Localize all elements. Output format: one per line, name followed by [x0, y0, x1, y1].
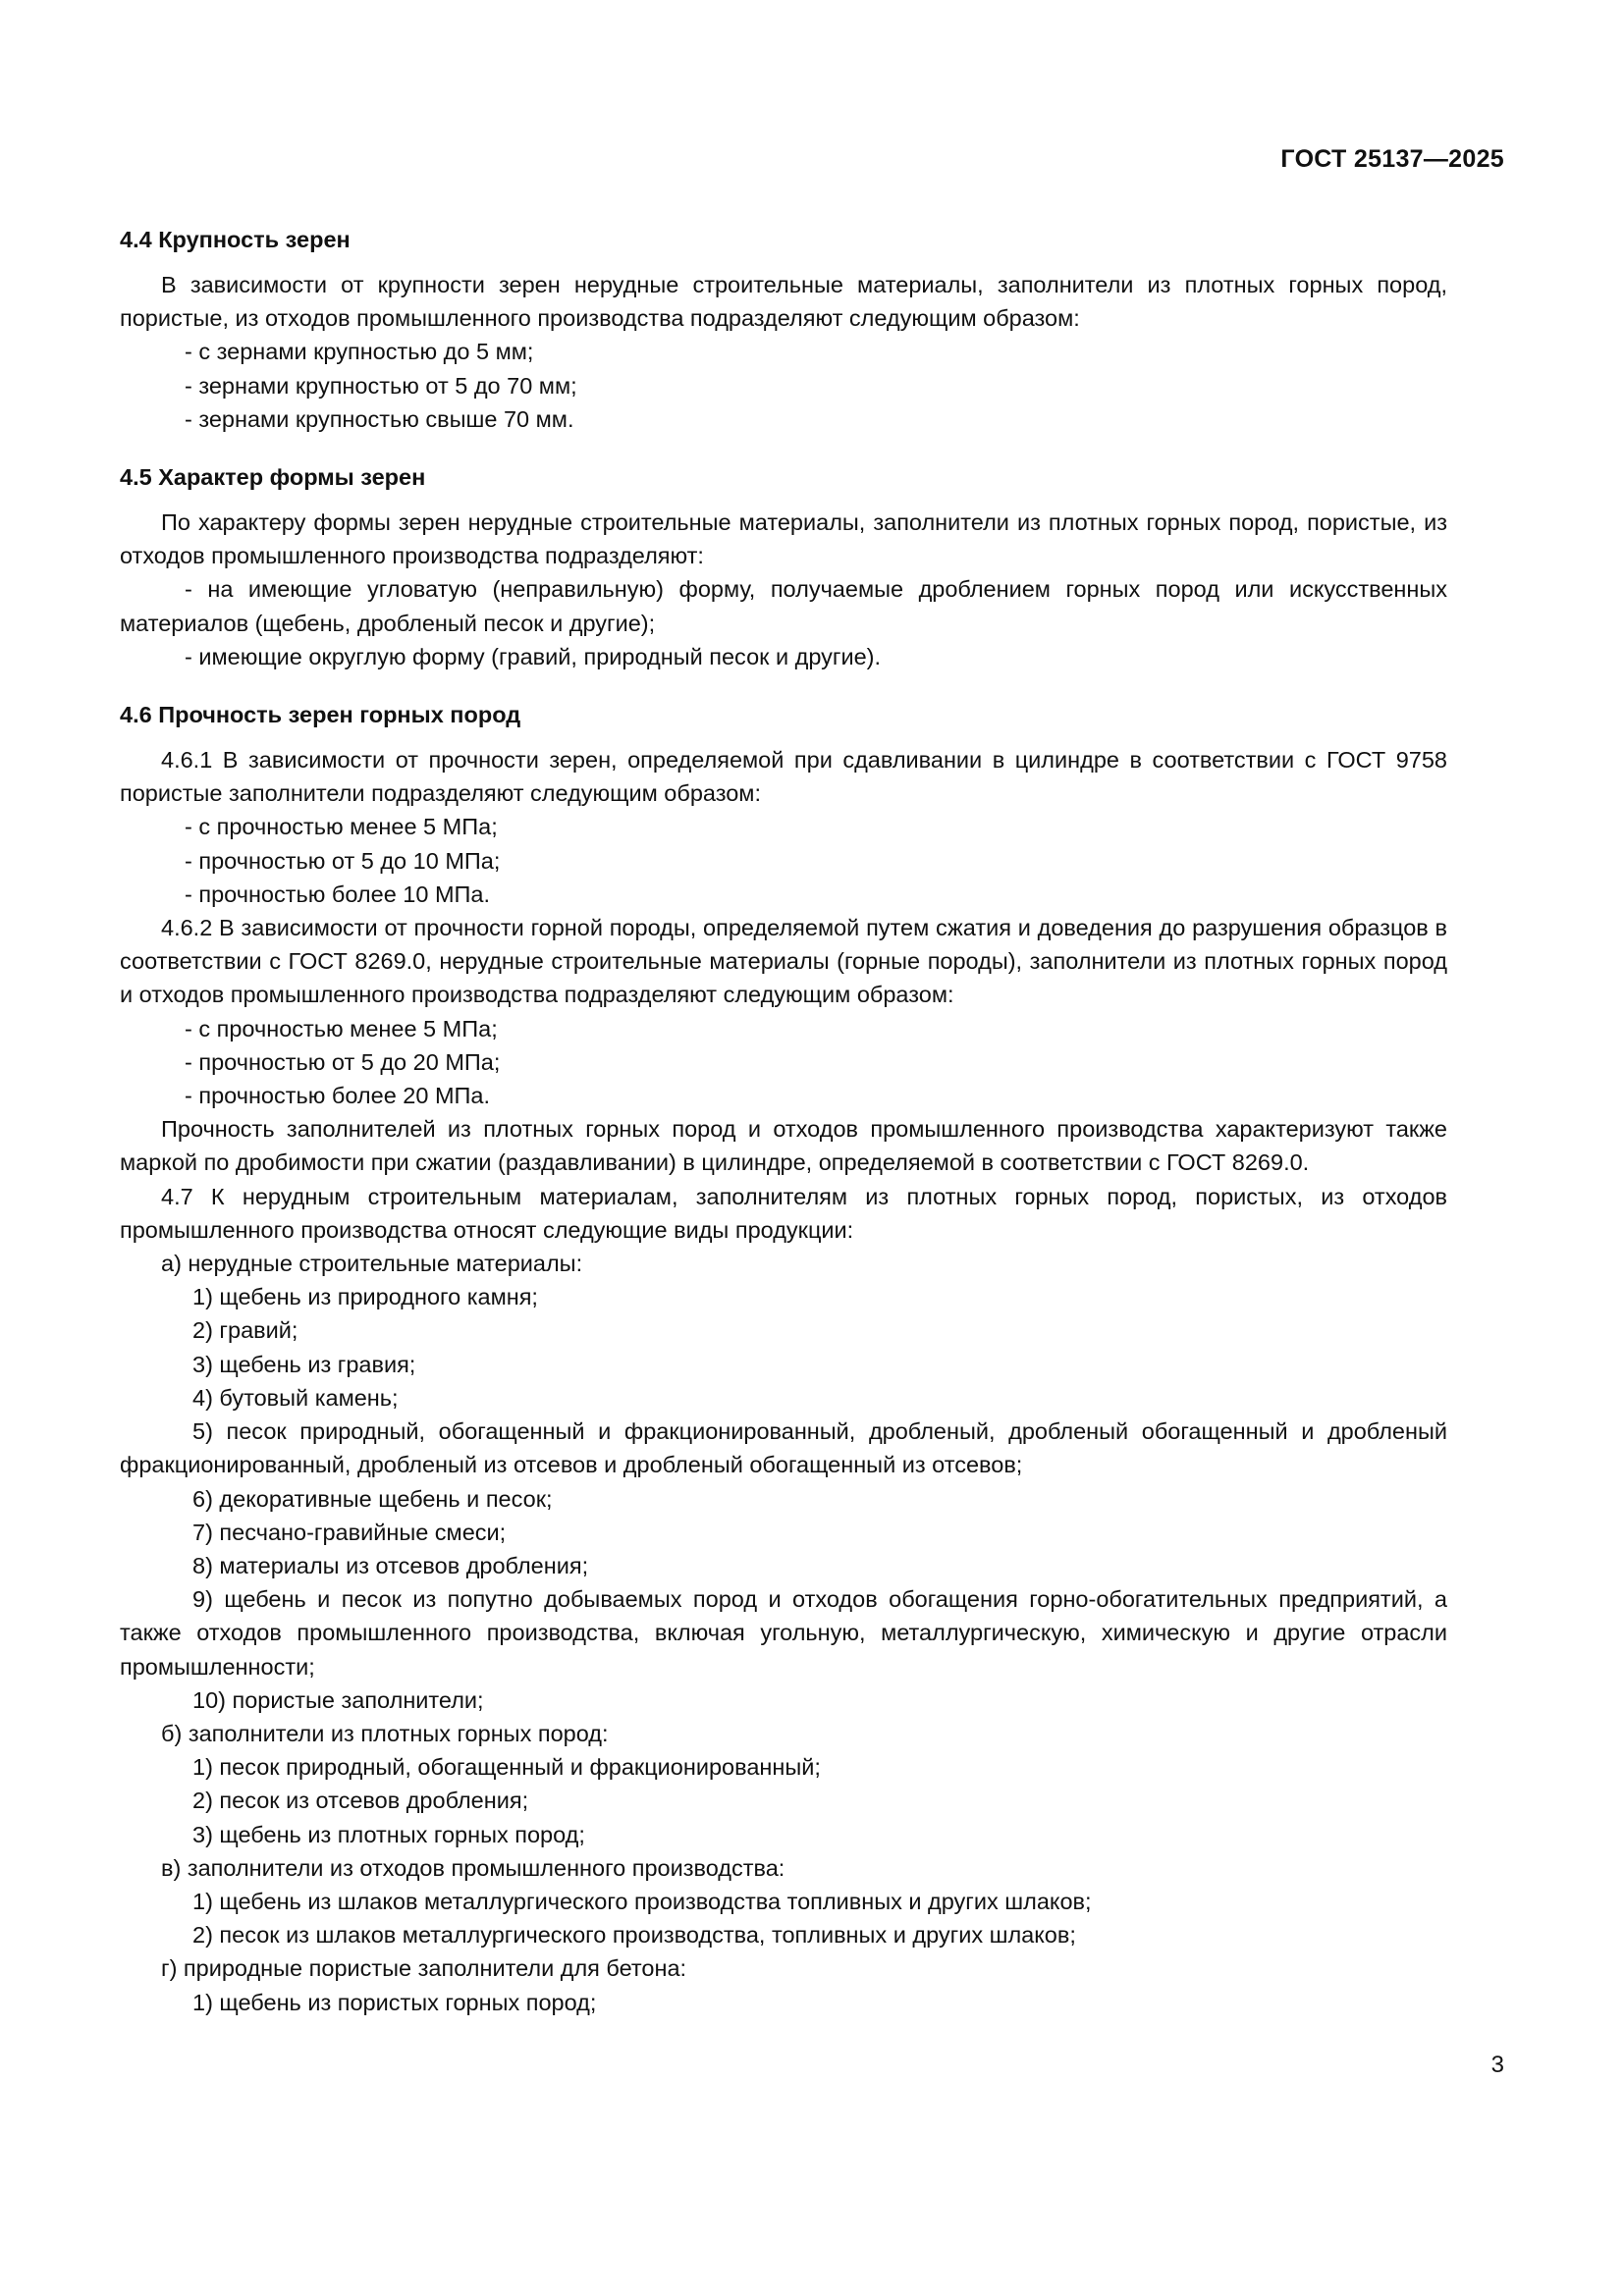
list-item: 8) материалы из отсевов дробления; — [192, 1552, 589, 1578]
list-item-a-label: а) нерудные строительные материалы: — [161, 1251, 583, 1277]
page-content — [120, 224, 1447, 2019]
list-item: 2) песок из шлаков металлургического производства, топливных и других шлаков; — [192, 1922, 1076, 1949]
list-item-b-label: б) заполнители из плотных горных пород: — [161, 1720, 609, 1746]
clause-4-6-1-paragraph: 4.6.1 В зависимости от прочности зерен, определяемой при сдавливании в цилиндре в соответствии с ГОСТ 9758 пористые заполнители подразделяют следующим образом: — [120, 747, 1447, 807]
section-heading-4-6: 4.6 Прочность зерен горных пород — [120, 702, 521, 728]
list-item: 10) пористые заполнители; — [192, 1686, 484, 1713]
spacer — [120, 673, 1447, 699]
clause-4-6-1-bullet-1: - с прочностью менее 5 МПа; — [185, 814, 498, 840]
list-item-v-label: в) заполнители из отходов промышленного производства: — [161, 1854, 785, 1881]
section-4-5-paragraph: По характеру формы зерен нерудные строительные материалы, заполнители из плотных горных пород, пористые, из отходов промышленного производства подразделяют: — [120, 509, 1447, 569]
list-item: 5) песок природный, обогащенный и фракционированный, дробленый, дробленый обогащенный и дробленый фракционированный, дробленый из отсевов и дробленый обогащенный из отсевов; — [120, 1418, 1447, 1478]
list-item: 1) щебень из пористых горных пород; — [192, 1989, 597, 2015]
clause-4-6-2-bullet-2: - прочностью от 5 до 20 МПа; — [185, 1048, 501, 1075]
spacer — [120, 436, 1447, 461]
clause-4-6-2-paragraph: 4.6.2 В зависимости от прочности горной породы, определяемой путем сжатия и доведения до разрушения образцов в соответствии с ГОСТ 8269.0, нерудные строительные материалы (горные породы), заполнители из плотных горных пород и отходов промышленного производства подразделяют следующим образом: — [120, 915, 1447, 1008]
list-item: 1) щебень из природного камня; — [192, 1284, 538, 1310]
list-item: 9) щебень и песок из попутно добываемых пород и отходов обогащения горно-обогатительных предприятий, а также отходов промышленного производства, включая угольную, металлургическую, химическую и другие отрасли промышленности; — [120, 1586, 1447, 1680]
section-4-4-bullet-2: - зернами крупностью от 5 до 70 мм; — [185, 372, 577, 399]
list-item: 4) бутовый камень; — [192, 1384, 399, 1411]
page-header — [120, 145, 1504, 179]
list-item: 1) щебень из шлаков металлургического производства топливных и других шлаков; — [192, 1888, 1092, 1914]
list-item: 3) щебень из гравия; — [192, 1351, 416, 1377]
clause-4-6-2-bullet-1: - с прочностью менее 5 МПа; — [185, 1015, 498, 1041]
clause-4-6-1-bullet-2: - прочностью от 5 до 10 МПа; — [185, 847, 501, 874]
section-4-5-bullet-2: - имеющие округлую форму (гравий, природный песок и другие). — [185, 643, 881, 669]
list-item: 3) щебень из плотных горных пород; — [192, 1821, 585, 1847]
list-item: 7) песчано-гравийные смеси; — [192, 1519, 507, 1545]
list-item-g-label: г) природные пористые заполнители для бетона: — [161, 1955, 687, 1982]
section-heading-4-5: 4.5 Характер формы зерен — [120, 464, 426, 491]
spacer — [120, 731, 1447, 743]
list-item: 1) песок природный, обогащенный и фракционированный; — [192, 1754, 821, 1781]
list-item: 2) гравий; — [192, 1317, 298, 1344]
section-heading-4-4: 4.4 Крупность зерен — [120, 227, 351, 252]
section-4-4-paragraph: В зависимости от крупности зерен нерудные строительные материалы, заполнители из плотных горных пород, пористые, из отходов промышленного производства подразделяют следующим образом: — [120, 272, 1447, 332]
section-4-5-bullet-1: - на имеющие угловатую (неправильную) форму, получаемые дроблением горных пород или искусственных материалов (щебень, дробленый песок и другие); — [120, 576, 1447, 636]
spacer — [120, 256, 1447, 268]
spacer — [120, 494, 1447, 506]
gost-standard-number: ГОСТ 25137—2025 — [1280, 145, 1504, 173]
page-number: 3 — [1490, 2052, 1504, 2078]
section-4-4-bullet-3: - зернами крупностью свыше 70 мм. — [185, 405, 574, 432]
section-4-4-bullet-1: - с зернами крупностью до 5 мм; — [185, 339, 534, 365]
clause-4-6-3-paragraph: Прочность заполнителей из плотных горных пород и отходов промышленного производства характеризуют также маркой по дробимости при сжатии (раздавливании) в цилиндре, определяемой в соответствии с ГОСТ 8269.0. — [120, 1116, 1447, 1176]
list-item: 6) декоративные щебень и песок; — [192, 1485, 553, 1512]
list-item: 2) песок из отсевов дробления; — [192, 1788, 529, 1814]
clause-4-6-1-bullet-3: - прочностью более 10 МПа. — [185, 881, 491, 907]
clause-4-6-2-bullet-3: - прочностью более 20 МПа. — [185, 1083, 491, 1109]
clause-4-7-paragraph: 4.7 К нерудным строительным материалам, заполнителям из плотных горных пород, пористых, из отходов промышленного производства относят следующие виды продукции: — [120, 1183, 1447, 1243]
